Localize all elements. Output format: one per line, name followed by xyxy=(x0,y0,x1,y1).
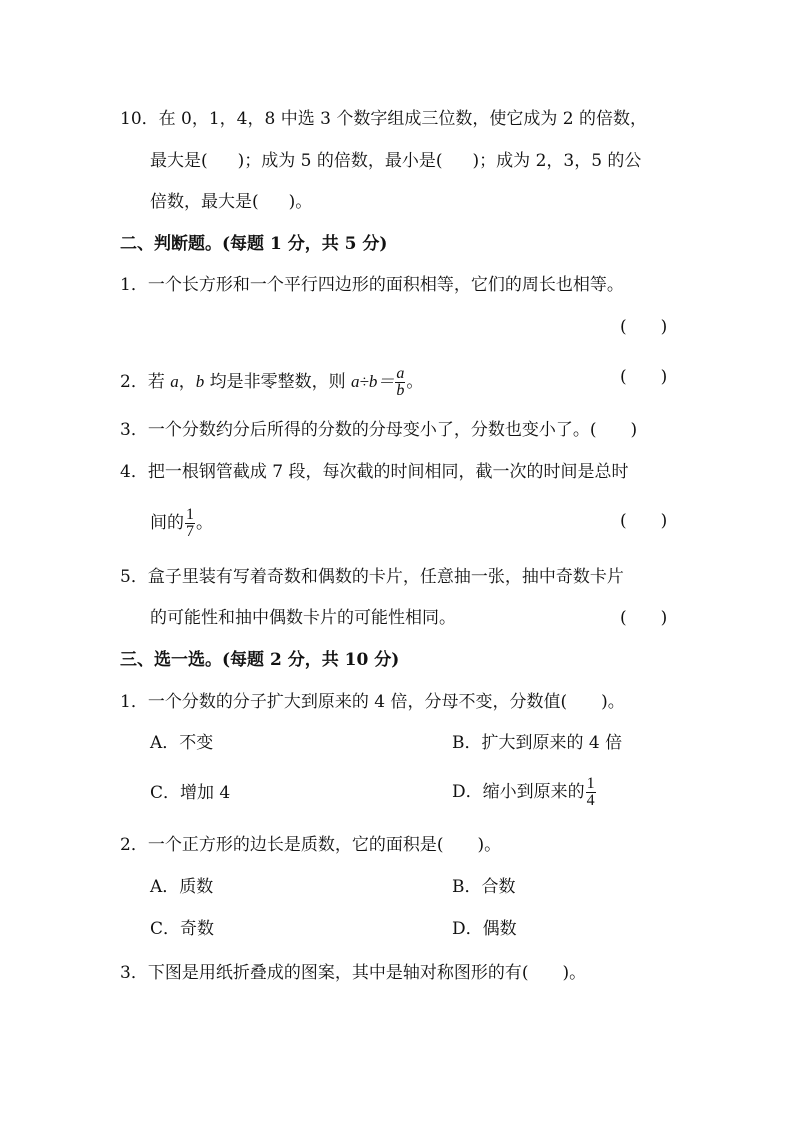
choice-q1-option-b[interactable]: B．扩大到原来的 4 倍 xyxy=(452,733,623,753)
judge-item-2: 2．若 a，b 均是非零整数，则 a÷b＝ $\frac{a}{b}$ 。 xyxy=(120,365,424,399)
judge-item-5-line-2: 的可能性和抽中偶数卡片的可能性相同。 xyxy=(150,608,456,628)
answer-bracket[interactable]: ( ) xyxy=(620,511,668,531)
judge-item-4-line-2: 间的 $\frac{1}{7}$ 。 xyxy=(150,506,213,540)
judge-item-4-line-1: 4．把一根钢管截成 7 段，每次截的时间相同，截一次的时间是总时 xyxy=(120,462,629,482)
section-2-heading: 二、判断题。(每题 1 分，共 5 分) xyxy=(120,234,388,254)
section-3-heading: 三、选一选。(每题 2 分，共 10 分) xyxy=(120,650,400,670)
answer-bracket[interactable]: ( ) xyxy=(620,317,668,337)
fraction: $\frac{a}{b}$ xyxy=(396,365,405,399)
q10-text: 倍数，最大是( xyxy=(150,192,259,212)
q10-text: )；成为 5 的倍数，最小是( xyxy=(237,151,443,171)
q10-text: )。 xyxy=(288,192,313,212)
choice-q3-stem: 3．下图是用纸折叠成的图案，其中是轴对称图形的有( )。 xyxy=(120,963,587,983)
q10-text: )；成为 2，3，5 的公 xyxy=(472,151,642,171)
answer-bracket[interactable]: ( ) xyxy=(620,367,668,387)
fraction: $\frac{1}{7}$ xyxy=(186,506,194,540)
choice-q1-option-d[interactable]: D．缩小到原来的 $\frac{1}{4}$ xyxy=(452,775,595,809)
choice-q2-option-a[interactable]: A．质数 xyxy=(150,877,214,897)
judge-item-3: 3．一个分数约分后所得的分数的分母变小了，分数也变小了。( ) xyxy=(120,420,638,440)
q10-line-2 xyxy=(150,150,641,172)
judge-item-1: 1．一个长方形和一个平行四边形的面积相等，它们的周长也相等。 xyxy=(120,275,624,295)
choice-q1-option-a[interactable]: A．不变 xyxy=(150,733,214,753)
q10-text: 最大是( xyxy=(150,151,208,171)
choice-q2-option-c[interactable]: C．奇数 xyxy=(150,919,215,939)
q10-line-3 xyxy=(150,191,312,213)
choice-q2-stem: 2．一个正方形的边长是质数，它的面积是( )。 xyxy=(120,835,502,855)
q10-line-1: 10．在 0，1，4，8 中选 3 个数字组成三位数，使它成为 2 的倍数， xyxy=(120,109,647,129)
fraction: $\frac{1}{4}$ xyxy=(586,775,595,809)
choice-q2-option-b[interactable]: B．合数 xyxy=(452,877,516,897)
judge-item-5-line-1: 5．盒子里装有写着奇数和偶数的卡片，任意抽一张，抽中奇数卡片 xyxy=(120,567,624,587)
answer-bracket[interactable]: ( ) xyxy=(620,608,668,628)
choice-q1-stem: 1．一个分数的分子扩大到原来的 4 倍，分母不变，分数值( )。 xyxy=(120,692,625,712)
choice-q1-option-c[interactable]: C．增加 4 xyxy=(150,783,231,803)
choice-q2-option-d[interactable]: D．偶数 xyxy=(452,919,517,939)
